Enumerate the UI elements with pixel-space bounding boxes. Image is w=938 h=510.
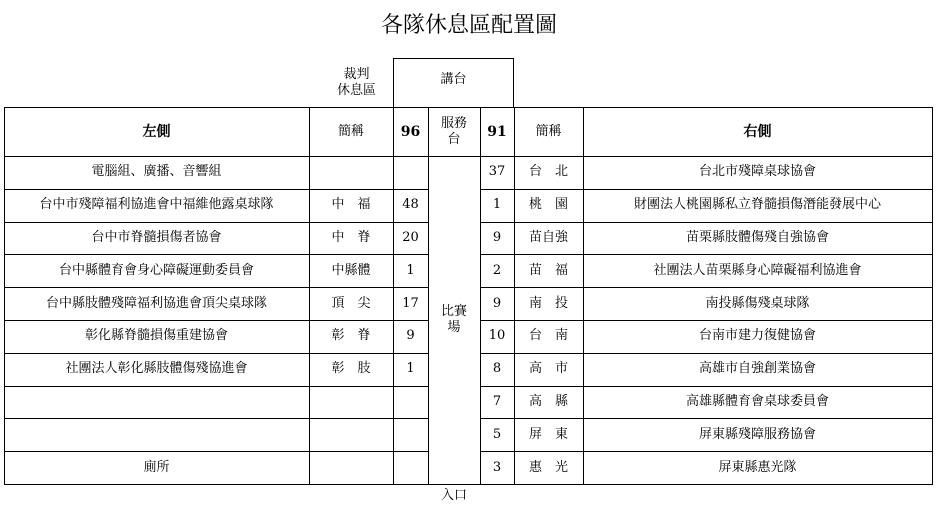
left-team-abbr: 中縣體 — [331, 262, 371, 278]
right-team-count: 3 — [492, 459, 502, 475]
left-team-name: 電腦組、廣播、音響組 — [91, 164, 222, 180]
left-team-count — [393, 386, 428, 419]
right-team-count: 1 — [492, 197, 502, 213]
service-desk-label: 服務 台 — [440, 115, 467, 147]
header-abbr-left: 簡稱 — [337, 123, 364, 139]
left-team-abbr: 彰 脊 — [331, 328, 371, 344]
right-team-abbr: 南 投 — [528, 295, 568, 311]
left-team-abbr: 頂 尖 — [331, 295, 371, 311]
left-team-name: 彰化縣脊髓損傷重建協會 — [84, 328, 228, 344]
header-left: 左側 — [142, 123, 171, 140]
right-team-abbr: 台 北 — [528, 164, 568, 180]
right-team-name: 社團法人苗栗縣身心障礙福利協進會 — [653, 262, 862, 278]
left-team-count: 1 — [406, 262, 415, 278]
right-team-name: 台北市殘障桌球協會 — [698, 164, 816, 180]
entrance-label: 入口 — [440, 488, 467, 503]
right-team-name: 高雄市自強創業協會 — [698, 361, 816, 377]
right-team-name: 苗栗縣肢體傷殘自強協會 — [685, 229, 829, 245]
right-team-abbr: 苗 福 — [528, 262, 568, 278]
right-team-abbr: 高 市 — [528, 361, 568, 377]
right-team-name: 高雄縣體育會桌球委員會 — [685, 393, 829, 409]
right-team-count: 9 — [492, 229, 502, 245]
podium-label: 講台 — [440, 72, 467, 87]
left-team-count: 1 — [406, 361, 415, 377]
left-team-count: 48 — [402, 197, 419, 213]
page-title: 各隊休息區配置圖 — [380, 13, 557, 38]
left-team-count — [393, 156, 428, 189]
right-team-name: 台南市建力復健協會 — [698, 328, 816, 344]
left-team-name: 台中縣體育會身心障礙運動委員會 — [58, 262, 254, 278]
left-team-abbr: 彰 肢 — [331, 361, 371, 377]
right-team-abbr: 高 縣 — [528, 393, 568, 409]
header-right: 右側 — [743, 123, 772, 140]
right-team-abbr: 台 南 — [528, 328, 568, 344]
left-team-abbr — [309, 418, 393, 451]
right-team-count: 9 — [492, 295, 502, 311]
right-team-name: 屏東縣殘障服務協會 — [698, 426, 816, 442]
right-team-count: 5 — [492, 426, 502, 442]
right-team-abbr: 苗自強 — [528, 229, 568, 245]
left-team-name — [4, 386, 309, 419]
grid-line — [4, 484, 932, 485]
left-team-name: 廁所 — [143, 459, 170, 475]
left-team-abbr — [309, 386, 393, 419]
left-team-abbr: 中 脊 — [331, 229, 371, 245]
grid-line — [932, 107, 933, 485]
right-team-count: 7 — [492, 393, 502, 409]
header-count-left: 96 — [400, 123, 421, 140]
left-team-name: 台中市脊髓損傷者協會 — [91, 229, 222, 245]
left-team-name: 社團法人彰化縣肢體傷殘協進會 — [65, 361, 248, 377]
right-team-name: 屏東縣惠光隊 — [718, 459, 797, 475]
left-team-count: 20 — [402, 229, 419, 245]
header-abbr-right: 簡稱 — [535, 123, 562, 139]
left-team-count: 17 — [402, 295, 419, 311]
left-team-abbr — [309, 156, 393, 189]
left-team-count — [393, 451, 428, 484]
left-team-name — [4, 418, 309, 451]
right-team-count: 8 — [492, 361, 502, 377]
left-team-abbr — [309, 451, 393, 484]
right-team-name: 財團法人桃園縣私立脊髓損傷潛能發展中心 — [633, 197, 881, 213]
arena-label: 比賽 場 — [440, 304, 467, 335]
left-team-count: 9 — [406, 328, 415, 344]
right-team-abbr: 桃 園 — [528, 197, 568, 213]
right-team-count: 37 — [488, 164, 506, 180]
right-team-abbr: 惠 光 — [528, 459, 568, 475]
grid-line — [393, 58, 514, 59]
referee-rest-area-label: 裁判 休息區 — [336, 67, 376, 98]
header-count-right: 91 — [487, 123, 507, 140]
right-team-abbr: 屏 東 — [528, 426, 568, 442]
left-team-count — [393, 418, 428, 451]
right-team-count: 10 — [488, 328, 506, 344]
left-team-name: 台中縣肢體殘障福利協進會頂尖桌球隊 — [45, 295, 267, 311]
right-team-count: 2 — [492, 262, 502, 278]
right-team-name: 南投縣傷殘桌球隊 — [705, 295, 810, 311]
left-team-abbr: 中 福 — [331, 197, 371, 213]
left-team-name: 台中市殘障福利協進會中福維他露桌球隊 — [39, 197, 274, 213]
